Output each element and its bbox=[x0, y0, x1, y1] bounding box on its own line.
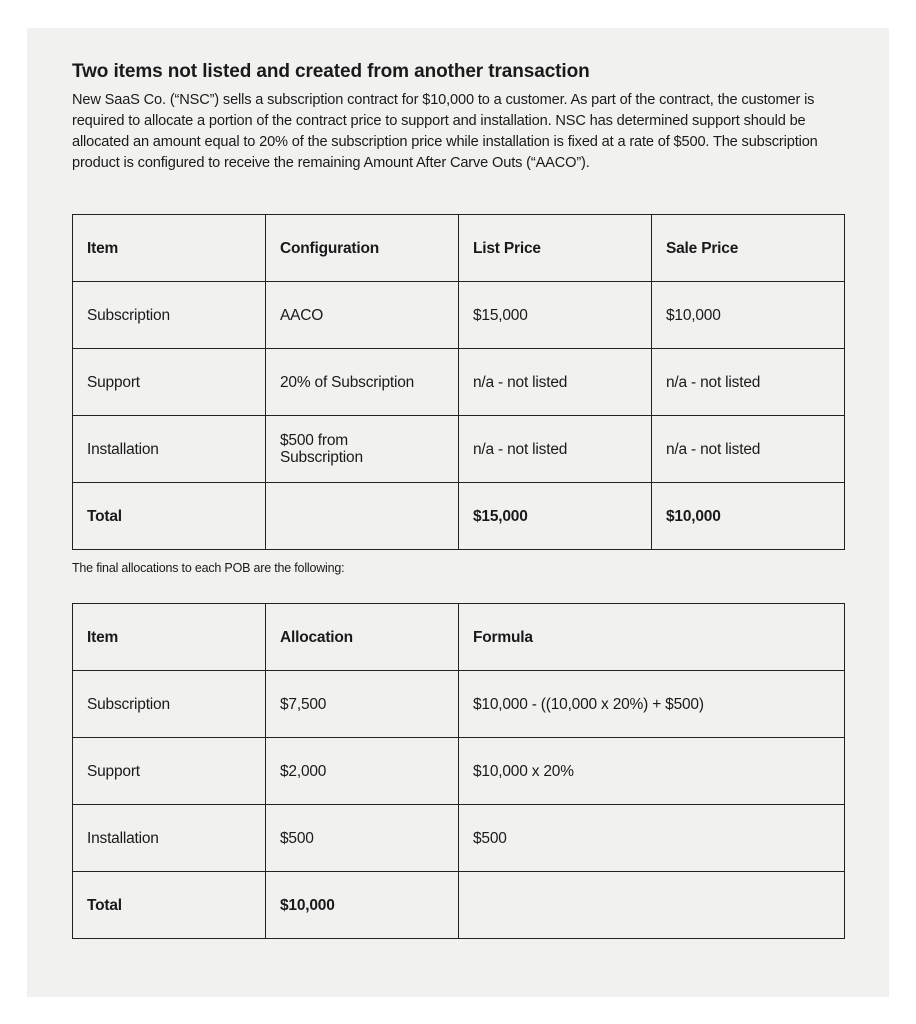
cell-list-price: n/a - not listed bbox=[459, 416, 652, 483]
total-row bbox=[73, 872, 845, 939]
cell-allocation: $500 bbox=[266, 805, 459, 872]
cell-sale-price: $10,000 bbox=[652, 282, 845, 349]
cell-list-price: $15,000 bbox=[459, 282, 652, 349]
cell-formula: $500 bbox=[459, 805, 845, 872]
cell-allocation: $2,000 bbox=[266, 738, 459, 805]
intro-paragraph: New SaaS Co. (“NSC”) sells a subscription contract for $10,000 to a customer. As part of the contract, the customer is required to allocate a portion of the contract price to support and installation. NSC has determined support should be allocated an amount equal to 20% of the subscription price while installation is fixed at a rate of $500. The subscription product is configured to receive the remaining Amount After Carve Outs (“AACO”). bbox=[72, 92, 818, 171]
header-allocation: Allocation bbox=[266, 604, 459, 671]
table-row bbox=[73, 671, 845, 738]
total-allocation: $10,000 bbox=[266, 872, 459, 939]
cell-sale-price: n/a - not listed bbox=[652, 416, 845, 483]
cell-item: Installation bbox=[73, 805, 266, 872]
table-header-row bbox=[73, 604, 845, 671]
table-row bbox=[73, 349, 845, 416]
header-list-price: List Price bbox=[459, 215, 652, 282]
total-label: Total bbox=[73, 483, 266, 550]
cell-item: Support bbox=[73, 349, 266, 416]
cell-sale-price: n/a - not listed bbox=[652, 349, 845, 416]
allocation-note: The final allocations to each POB are the following: bbox=[72, 561, 345, 575]
header-sale-price: Sale Price bbox=[652, 215, 845, 282]
section-title: Two items not listed and created from another transaction bbox=[72, 61, 590, 82]
cell-configuration: AACO bbox=[266, 282, 459, 349]
content-panel bbox=[27, 28, 889, 997]
total-formula bbox=[459, 872, 845, 939]
price-configuration-table bbox=[72, 214, 845, 550]
table-row bbox=[73, 282, 845, 349]
header-item: Item bbox=[73, 604, 266, 671]
total-list-price: $15,000 bbox=[459, 483, 652, 550]
content-area bbox=[72, 60, 844, 939]
cell-allocation: $7,500 bbox=[266, 671, 459, 738]
cell-item: Subscription bbox=[73, 671, 266, 738]
header-formula: Formula bbox=[459, 604, 845, 671]
total-configuration bbox=[266, 483, 459, 550]
table-row bbox=[73, 805, 845, 872]
table-header-row bbox=[73, 215, 845, 282]
cell-item: Subscription bbox=[73, 282, 266, 349]
header-configuration: Configuration bbox=[266, 215, 459, 282]
cell-item: Installation bbox=[73, 416, 266, 483]
total-label: Total bbox=[73, 872, 266, 939]
table-row bbox=[73, 738, 845, 805]
allocation-table bbox=[72, 603, 845, 939]
cell-formula: $10,000 - ((10,000 x 20%) + $500) bbox=[459, 671, 845, 738]
total-row bbox=[73, 483, 845, 550]
table-row bbox=[73, 416, 845, 483]
cell-list-price: n/a - not listed bbox=[459, 349, 652, 416]
cell-configuration: $500 from Subscription bbox=[266, 416, 459, 483]
cell-configuration: 20% of Subscription bbox=[266, 349, 459, 416]
total-sale-price: $10,000 bbox=[652, 483, 845, 550]
header-item: Item bbox=[73, 215, 266, 282]
cell-formula: $10,000 x 20% bbox=[459, 738, 845, 805]
cell-item: Support bbox=[73, 738, 266, 805]
